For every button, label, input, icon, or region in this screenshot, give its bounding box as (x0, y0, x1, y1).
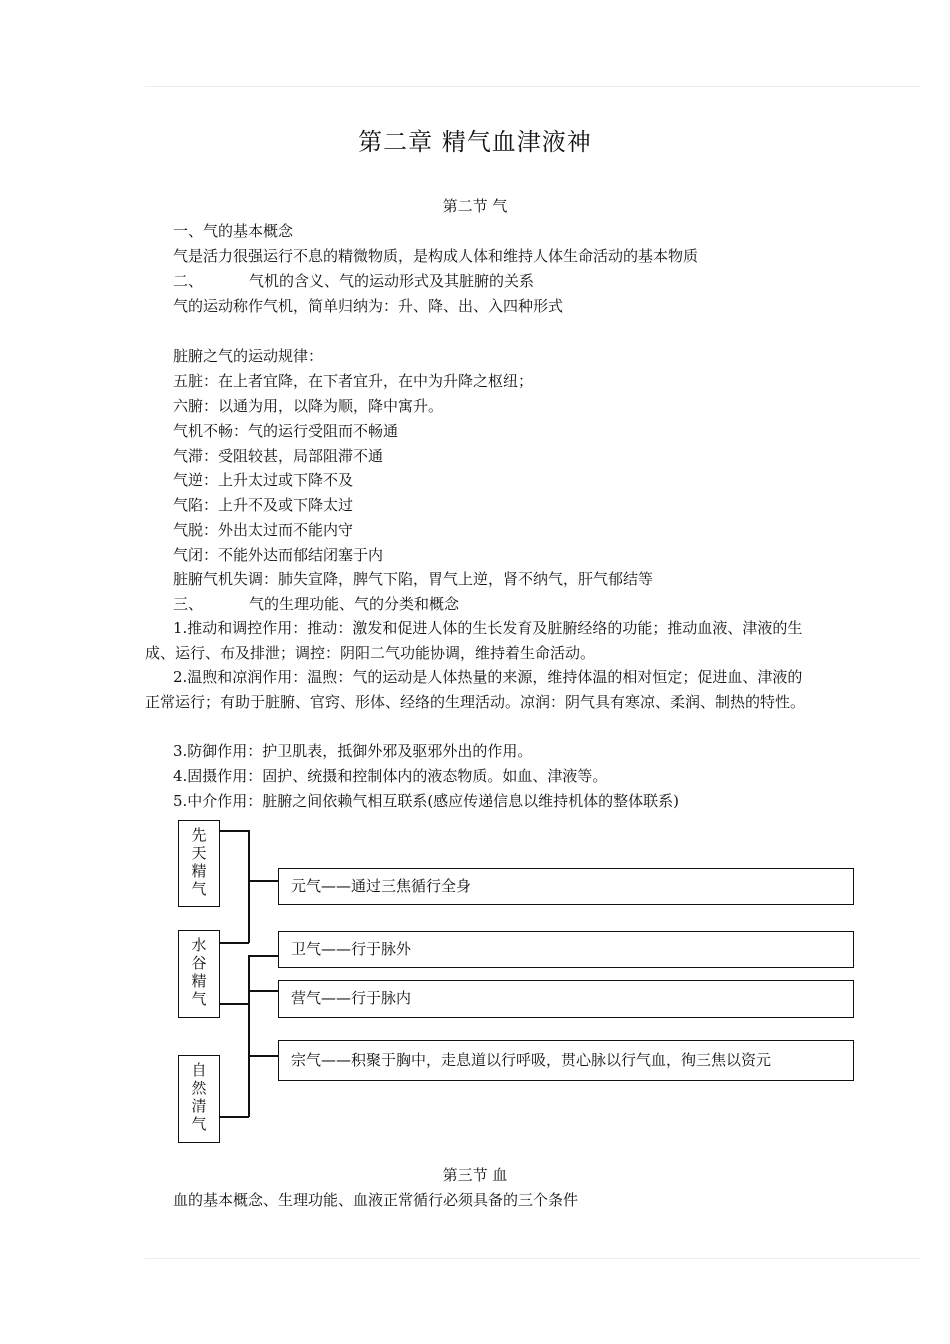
top-rule (145, 86, 920, 87)
part3-number: 三、 (173, 595, 204, 613)
function-paragraph: 2.温煦和凉润作用：温煦：气的运动是人体热量的来源，维持体温的相对恒定；促进血、津液的正常运行；有助于脏腑、官窍、形体、经络的生理活动。凉润：阴气具有寒凉、柔润、制热的特性。 (145, 668, 806, 711)
rule-line: 气闭：不能外达而郁结闭塞于内 (173, 546, 384, 564)
source-char: 气 (191, 990, 207, 1008)
part2-heading-line (173, 270, 534, 291)
qi-type-label: 元气——通过三焦循行全身 (291, 877, 472, 895)
rule-line: 气滞：受阻较甚，局部阻滞不通 (173, 447, 384, 465)
part2-text: 气的运动称作气机，简单归纳为：升、降、出、入四种形式 (173, 297, 564, 315)
part1-text: 气是活力很强运行不息的精微物质，是构成人体和维持人体生命活动的基本物质 (173, 247, 699, 265)
section-3-text: 血的基本概念、生理功能、血液正常循行必须具备的三个条件 (173, 1191, 579, 1209)
connector-line (220, 942, 249, 944)
source-char: 谷 (191, 954, 207, 972)
function-paragraph: 1.推动和调控作用：推动：激发和促进人体的生长发育及脏腑经络的功能；推动血液、津液的生成、运行、布及排泄；调控：阴阳二气功能协调，维持着生命活动。 (145, 619, 803, 662)
rule-line: 气脱：外出太过而不能内守 (173, 521, 354, 539)
function-paragraph: 3.防御作用：护卫肌表，抵御外邪及驱邪外出的作用。 (173, 742, 533, 760)
connector-line (248, 990, 278, 992)
connector-line (248, 880, 278, 882)
rule-line: 五脏：在上者宜降，在下者宜升，在中为升降之枢纽； (173, 372, 534, 390)
connector-line (220, 1003, 249, 1005)
qi-type-box-wei (278, 931, 854, 968)
qi-type-box-ying (278, 980, 854, 1018)
source-char: 清 (191, 1097, 207, 1115)
part2-heading: 气机的含义、气的运动形式及其脏腑的关系 (249, 272, 535, 290)
qi-type-label: 卫气——行于脉外 (291, 940, 412, 958)
section-3-title: 第三节 血 (442, 1166, 508, 1184)
source-char: 先 (191, 826, 207, 844)
rule-line: 气陷：上升不及或下降太过 (173, 496, 354, 514)
source-char: 精 (191, 972, 207, 990)
chapter-title: 第二章 精气血津液神 (358, 128, 592, 156)
qi-type-label: 营气——行于脉内 (291, 989, 412, 1007)
rule-line: 脏腑之气的运动规律： (173, 347, 324, 365)
qi-type-box-zong (278, 1040, 854, 1081)
function-paragraph: 4.固摄作用：固护、统摄和控制体内的液态物质。如血、津液等。 (173, 767, 608, 785)
source-char: 气 (191, 880, 207, 898)
connector-line (248, 955, 278, 957)
part1-heading: 一、气的基本概念 (173, 222, 294, 240)
source-char: 然 (191, 1079, 207, 1097)
source-box-natural-air (178, 1055, 220, 1143)
source-char: 天 (191, 844, 207, 862)
qi-type-box-yuan (278, 868, 854, 905)
qi-type-label: 宗气——积聚于胸中，走息道以行呼吸，贯心脉以行气血，徇三焦以资元 (291, 1051, 772, 1069)
source-char: 自 (191, 1061, 207, 1079)
source-box-grain-essence (178, 930, 220, 1018)
rule-line: 脏腑气机失调：肺失宣降，脾气下陷，胃气上逆，肾不纳气，肝气郁结等 (173, 570, 654, 588)
part2-number: 二、 (173, 272, 204, 290)
rule-line: 气逆：上升太过或下降不及 (173, 471, 354, 489)
part3-heading: 气的生理功能、气的分类和概念 (249, 595, 460, 613)
source-char: 水 (191, 936, 207, 954)
source-char: 气 (191, 1115, 207, 1133)
rule-line: 气机不畅：气的运行受阻而不畅通 (173, 422, 399, 440)
source-char: 精 (191, 862, 207, 880)
rule-line: 六腑：以通为用，以降为顺，降中寓升。 (173, 397, 444, 415)
connector-line (248, 1003, 250, 1117)
connector-line (220, 830, 249, 832)
connector-line (248, 1055, 278, 1057)
connector-line (220, 1116, 249, 1118)
connector-line (248, 830, 250, 943)
connector-line (248, 955, 250, 1004)
source-box-prenatal-essence (178, 820, 220, 907)
section-2-title: 第二节 气 (442, 197, 508, 215)
bottom-rule (145, 1258, 920, 1259)
part3-heading-line (173, 593, 459, 614)
function-paragraph: 5.中介作用：脏腑之间依赖气相互联系(感应传递信息以维持机体的整体联系) (173, 792, 680, 810)
